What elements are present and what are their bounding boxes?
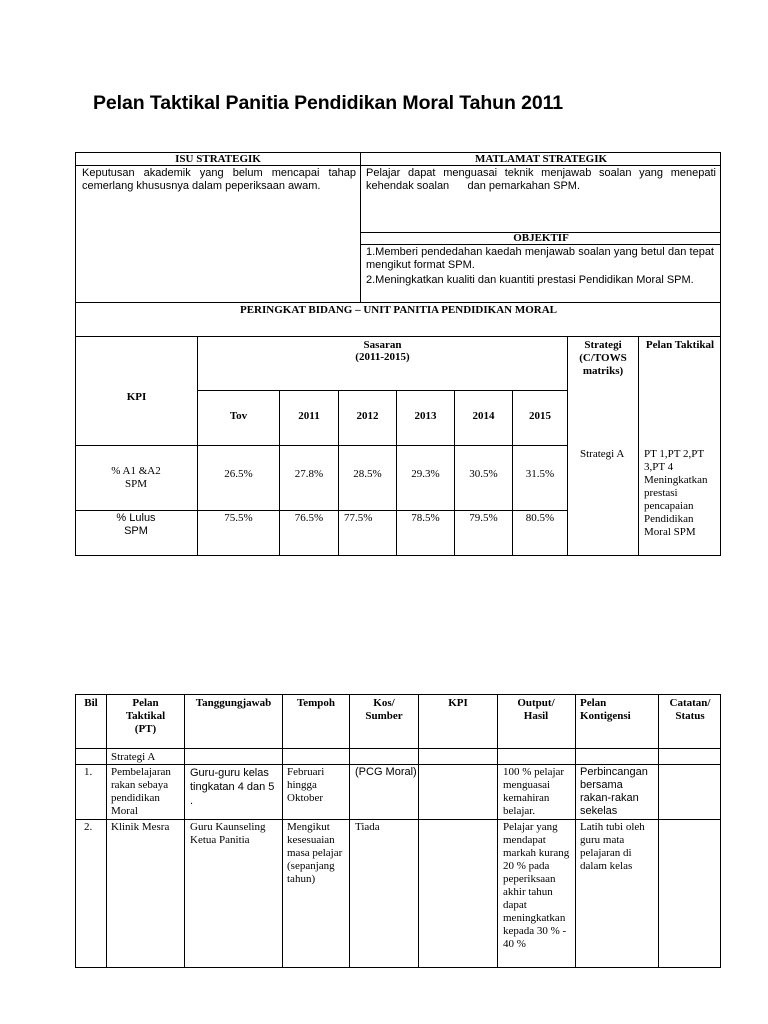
- col-header-bil: Bil: [84, 697, 98, 709]
- kpi-value: 80.5%: [525, 512, 555, 524]
- col-header-kpi: KPI: [448, 697, 468, 709]
- kpi-header: KPI: [126, 391, 147, 403]
- table-row-output: 100 % pelajar menguasai kemahiran belajar.: [503, 766, 565, 817]
- col-header-tanggungjawab: Tanggungjawab: [195, 697, 272, 709]
- table-row-kontigensi: Perbincangan bersama rakan-rakan sekelas: [580, 766, 648, 817]
- kpi-value: 27.8%: [294, 468, 324, 480]
- col-header-pelan-kontigensi: Pelan Kontigensi: [580, 697, 631, 722]
- kpi-value: 30.5%: [469, 468, 498, 480]
- objektif-item-1: 1.Memberi pendedahan kaedah menjawab soalan yang betul dan tepat mengikut format SPM.: [366, 246, 714, 271]
- objektif-header: OBJEKTIF: [513, 232, 569, 244]
- table-row-bil: 2.: [84, 821, 93, 833]
- kpi-value: 31.5%: [525, 468, 555, 480]
- strategi-header: Strategi (C/TOWS matriks): [579, 339, 627, 377]
- kpi-value: 29.3%: [411, 468, 440, 480]
- pelan-taktikal-value: PT 1,PT 2,PT 3,PT 4 Meningkatkan prestasi pencapaian Pendidikan Moral SPM: [644, 448, 708, 538]
- year-header-2013: 2013: [414, 410, 437, 422]
- kpi-value: 79.5%: [469, 512, 498, 524]
- table-row-kos: (PCG Moral): [355, 766, 417, 778]
- peringkat-bidang: PERINGKAT BIDANG – UNIT PANITIA PENDIDIKAN MORAL: [240, 304, 557, 316]
- pelan-taktikal-header: Pelan Taktikal: [645, 339, 715, 351]
- year-header-tov: Tov: [229, 410, 248, 422]
- year-header-2014: 2014: [472, 410, 495, 422]
- matlamat-strategik-text: Pelajar dapat menguasai teknik menjawab soalan yang menepati kehendak soalan dan pemarkahan SPM.: [366, 167, 720, 192]
- col-header-catatan-status: Catatan/ Status: [669, 697, 711, 722]
- kpi-value: 78.5%: [411, 512, 440, 524]
- kpi-row-label: % Lulus SPM: [116, 512, 156, 537]
- kpi-value: 28.5%: [353, 468, 382, 480]
- matlamat-strategik-header: MATLAMAT STRATEGIK: [474, 153, 608, 165]
- objektif-item-2: 2.Meningkatkan kualiti dan kuantiti prestasi Pendidikan Moral SPM.: [366, 274, 694, 286]
- year-header-2015: 2015: [529, 410, 551, 422]
- col-header-kos-sumber: Kos/ Sumber: [365, 697, 403, 722]
- table-row-bil: 1.: [84, 766, 93, 778]
- strategi-value: Strategi A: [580, 448, 625, 460]
- table-row-kontigensi: Latih tubi oleh guru mata pelajaran di dalam kelas: [580, 821, 645, 872]
- col-header-output-hasil: Output/ Hasil: [517, 697, 555, 722]
- year-header-2011: 2011: [298, 410, 320, 422]
- kpi-value: 75.5%: [224, 512, 253, 524]
- kpi-value: 77.5%: [344, 512, 373, 524]
- col-header-pelan-taktikal: Pelan Taktikal (PT): [125, 697, 166, 735]
- tanggungjawab-text: Guru-guru kelas tingkatan 4 dan 5: [190, 767, 275, 793]
- page-title: Pelan Taktikal Panitia Pendidikan Moral Tahun 2011: [93, 92, 564, 114]
- kpi-value: 26.5%: [224, 468, 253, 480]
- table-row-pelan: Pembelajaran rakan sebaya pendidikan Moral: [111, 766, 171, 817]
- table-row-tempoh: Februari hingga Oktober: [287, 766, 325, 804]
- sasaran-label: Sasaran: [363, 339, 402, 351]
- kpi-value: 76.5%: [294, 512, 324, 524]
- table-row-output: Pelajar yang mendapat markah kurang 20 % pada peperiksaan akhir tahun dapat meningkatkan kepada 30 % - 40 %: [503, 821, 570, 950]
- strategi-label: Strategi A: [111, 751, 156, 763]
- isu-strategik-text: Keputusan akademik yang belum mencapai tahap cemerlang khususnya dalam peperiksaan awam.: [82, 167, 356, 192]
- tanggungjawab-extra: .: [190, 795, 194, 807]
- sasaran-years: (2011-2015): [355, 351, 410, 363]
- table-row-tanggungjawab: Guru Kaunseling Ketua Panitia: [190, 821, 266, 846]
- kpi-row-label: % A1 &A2 SPM: [111, 465, 161, 490]
- year-header-2012: 2012: [356, 410, 379, 422]
- table-row-tempoh: Mengikut kesesuaian masa pelajar (sepanjang tahun): [287, 821, 343, 885]
- table-row-kos: Tiada: [355, 821, 380, 833]
- table-row-pelan: Klinik Mesra: [111, 821, 170, 833]
- isu-strategik-header: ISU STRATEGIK: [175, 153, 261, 165]
- table-row-tanggungjawab: [190, 766, 280, 808]
- col-header-tempoh: Tempoh: [296, 697, 336, 709]
